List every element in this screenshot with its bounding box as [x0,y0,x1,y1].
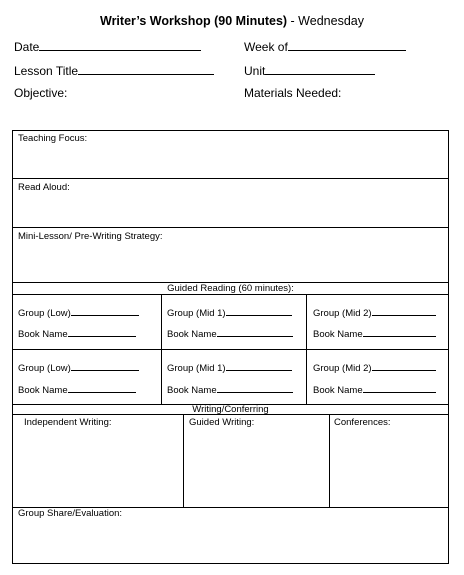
group-mid1-label: Group (Mid 1) [167,308,226,319]
column-divider [329,414,330,507]
book-name-field [18,383,136,396]
book-name-line[interactable] [363,327,436,337]
materials-label: Materials Needed: [244,86,342,100]
group-mid2-line[interactable] [372,361,436,371]
group-mid2-line[interactable] [372,306,436,316]
book-name-line[interactable] [68,383,136,393]
book-name-line[interactable] [68,327,136,337]
group-low-line[interactable] [71,306,139,316]
teaching-focus-label: Teaching Focus: [18,133,88,144]
group-low-label: Group (Low) [18,363,71,374]
unit-label: Unit [244,64,266,78]
group-mid2-field [313,361,436,374]
book-name-label: Book Name [167,329,217,340]
title-main: Writer’s Workshop (90 Minutes) [100,14,288,28]
group-mid1-line[interactable] [226,361,292,371]
lesson-title-label: Lesson Title [14,64,79,78]
group-mid1-field [167,306,292,319]
page-title [0,14,464,28]
objective-label: Objective: [14,86,68,100]
book-name-field [167,327,293,340]
date-line[interactable] [39,40,201,51]
divider [12,414,449,415]
book-name-field [313,383,436,396]
independent-writing-label: Independent Writing: [24,417,112,428]
guided-writing-label: Guided Writing: [189,417,255,428]
lesson-plan-grid [12,130,449,564]
week-of-line[interactable] [288,40,406,51]
lesson-title-field [14,64,214,78]
date-label: Date [14,40,40,54]
week-of-field [244,40,406,54]
divider [12,227,449,228]
lesson-title-line[interactable] [78,64,214,75]
book-name-label: Book Name [313,385,363,396]
book-name-label: Book Name [18,385,68,396]
group-share-label: Group Share/Evaluation: [18,508,123,519]
book-name-label: Book Name [18,329,68,340]
book-name-label: Book Name [313,329,363,340]
column-divider [183,414,184,507]
read-aloud-label: Read Aloud: [18,182,70,193]
group-low-field [18,306,139,319]
group-mid2-label: Group (Mid 2) [313,308,372,319]
conferences-label: Conferences: [334,417,391,428]
group-low-field [18,361,139,374]
divider [12,349,449,350]
book-name-line[interactable] [363,383,436,393]
week-of-label: Week of [244,40,288,54]
divider [12,178,449,179]
group-mid1-label: Group (Mid 1) [167,363,226,374]
divider [12,294,449,295]
unit-line[interactable] [265,64,375,75]
group-mid1-field [167,361,292,374]
writing-conferring-label: Writing/Conferring [192,404,269,415]
book-name-line[interactable] [217,383,293,393]
date-field [14,40,201,54]
group-low-label: Group (Low) [18,308,71,319]
group-low-line[interactable] [71,361,139,371]
book-name-field [313,327,436,340]
title-day: - Wednesday [287,14,364,28]
book-name-field [167,383,293,396]
group-mid2-field [313,306,436,319]
book-name-field [18,327,136,340]
book-name-line[interactable] [217,327,293,337]
group-mid1-line[interactable] [226,306,292,316]
book-name-label: Book Name [167,385,217,396]
unit-field [244,64,375,78]
mini-lesson-label: Mini-Lesson/ Pre-Writing Strategy: [18,231,163,242]
guided-reading-label: Guided Reading (60 minutes): [167,283,294,294]
group-mid2-label: Group (Mid 2) [313,363,372,374]
